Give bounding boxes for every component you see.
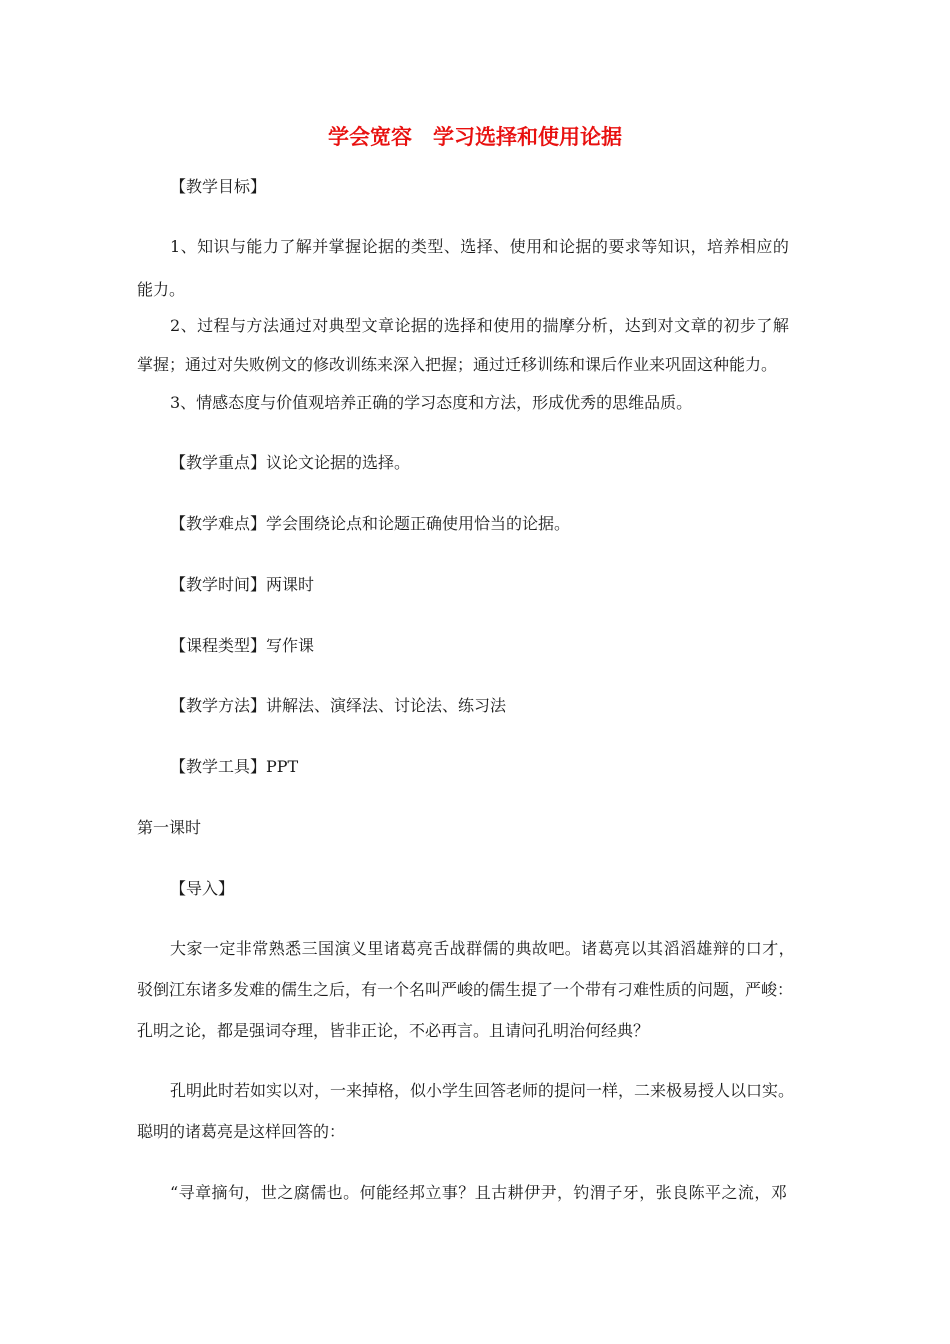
document-title: 学会宽容 学习选择和使用论据 xyxy=(328,125,622,149)
intro-paragraph-1-line-1: 大家一定非常熟悉三国演义里诸葛亮舌战群儒的典故吧。诸葛亮以其滔滔雄辩的口才， xyxy=(170,939,796,958)
objective-3: 3、情感态度与价值观培养正确的学习态度和方法，形成优秀的思维品质。 xyxy=(170,393,693,412)
intro-paragraph-1-line-2: 驳倒江东诸多发难的儒生之后，有一个名叫严峻的儒生提了一个带有刁难性质的问题，严峻： xyxy=(137,980,794,999)
objective-2-line-2: 掌握；通过对失败例文的修改训练来深入把握；通过迁移训练和课后作业来巩固这种能力。 xyxy=(137,355,778,374)
objective-1-line-2: 能力。 xyxy=(137,280,186,299)
teaching-tools: 【教学工具】PPT xyxy=(170,757,299,776)
objective-2-line-1: 2、过程与方法通过对典型文章论据的选择和使用的揣摩分析，达到对文章的初步了解 xyxy=(170,316,790,335)
teaching-time: 【教学时间】两课时 xyxy=(170,575,315,594)
course-type: 【课程类型】写作课 xyxy=(170,636,315,655)
intro-paragraph-2-line-1: 孔明此时若如实以对，一来掉格，似小学生回答老师的提问一样，二来极易授人以口实。 xyxy=(170,1081,795,1100)
difficulty: 【教学难点】学会围绕论点和论题正确使用恰当的论据。 xyxy=(170,514,571,533)
intro-heading: 【导入】 xyxy=(170,879,235,898)
objective-1-line-1: 1、知识与能力了解并掌握论据的类型、选择、使用和论据的要求等知识，培养相应的 xyxy=(170,237,790,256)
quote-line-1: “寻章摘句，世之腐儒也。何能经邦立事？且古耕伊尹，钓渭子牙，张良陈平之流，邓 xyxy=(170,1183,788,1202)
objectives-heading: 【教学目标】 xyxy=(170,177,267,196)
teaching-method: 【教学方法】讲解法、演绎法、讨论法、练习法 xyxy=(170,696,507,715)
key-point: 【教学重点】议论文论据的选择。 xyxy=(170,453,411,472)
intro-paragraph-2-line-2: 聪明的诸葛亮是这样回答的： xyxy=(137,1122,346,1141)
lesson-one-heading: 第一课时 xyxy=(137,818,202,837)
intro-paragraph-1-line-3: 孔明之论，都是强词夺理，皆非正论，不必再言。且请问孔明治何经典？ xyxy=(137,1021,650,1040)
